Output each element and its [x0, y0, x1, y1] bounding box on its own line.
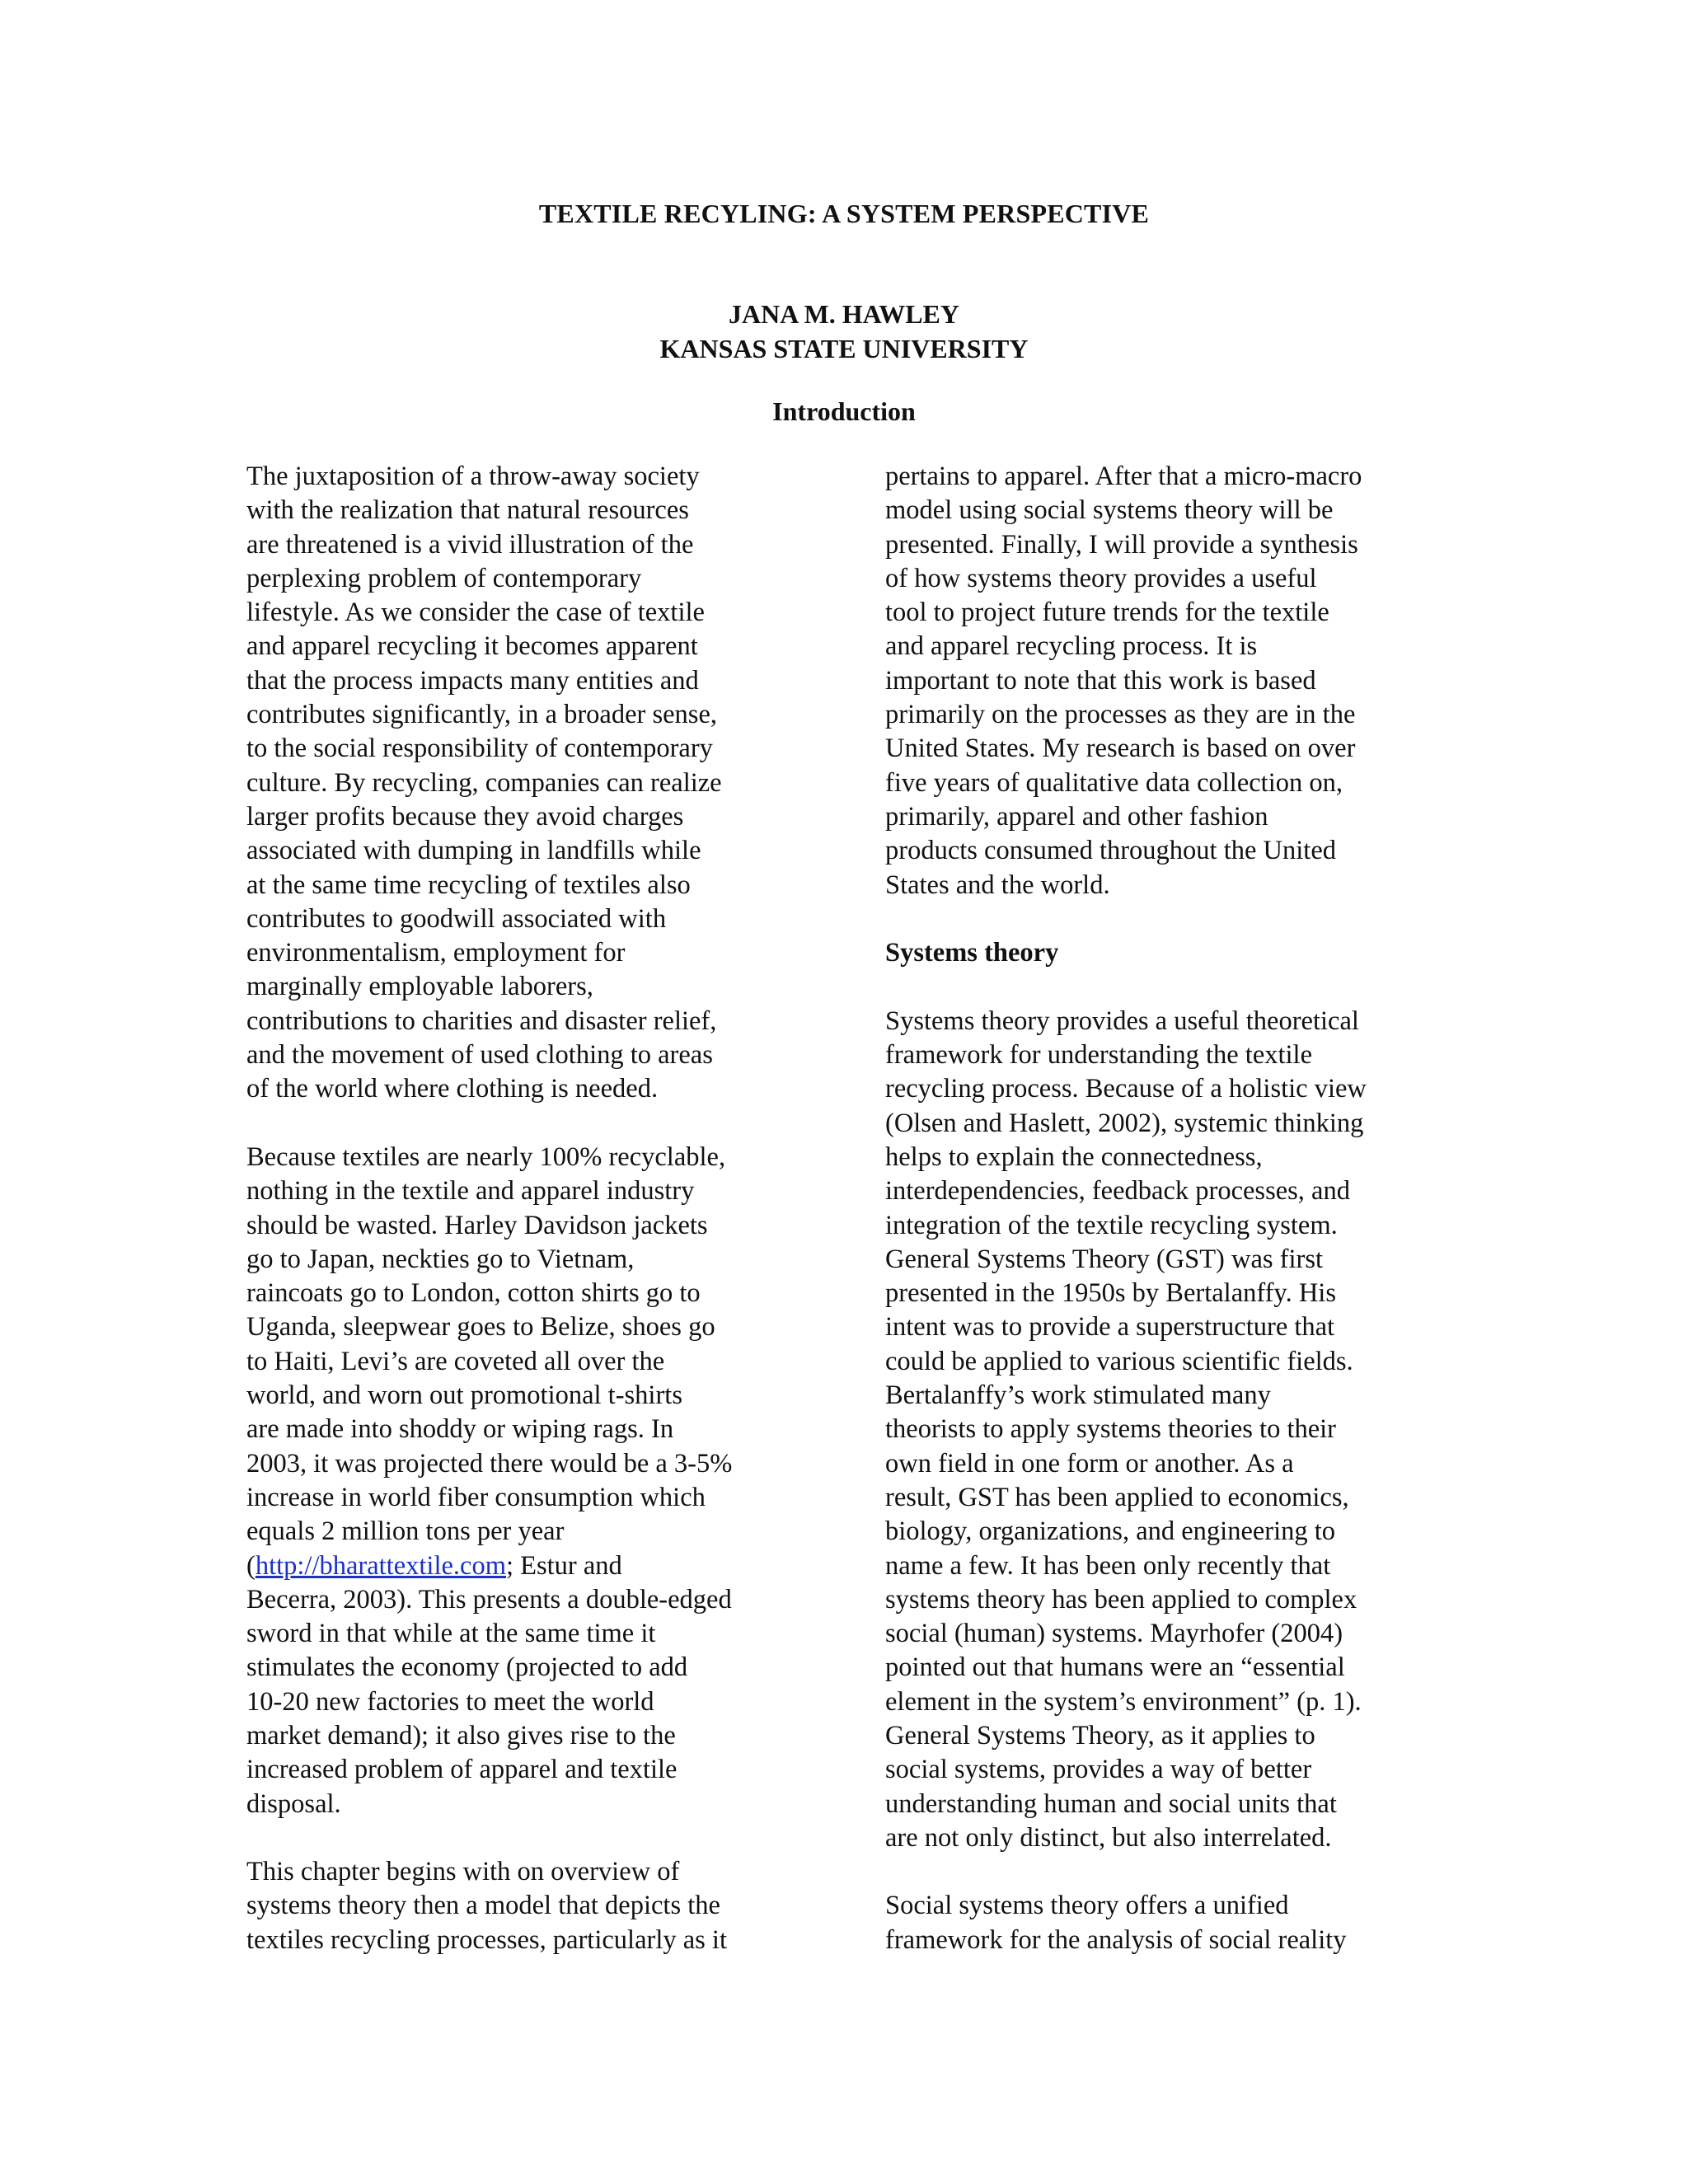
text-line: perplexing problem of contemporary	[246, 563, 642, 593]
text-line: culture. By recycling, companies can realize	[246, 767, 722, 798]
paragraph	[885, 460, 1462, 902]
text-line: with the realization that natural resources	[246, 495, 689, 526]
text-line: Social systems theory offers a unified	[885, 1891, 1289, 1921]
text-line: sword in that while at the same time it	[246, 1619, 656, 1649]
text-line: biology, organizations, and engineering to	[885, 1516, 1336, 1547]
text-line: contributes significantly, in a broader sense,	[246, 700, 717, 730]
text-line: primarily on the processes as they are in the	[885, 700, 1356, 730]
text-line: model using social systems theory will be	[885, 495, 1334, 526]
text-line: important to note that this work is based	[885, 665, 1316, 696]
paragraph	[246, 1141, 823, 1821]
text-line: of how systems theory provides a useful	[885, 563, 1317, 593]
text-line: recycling process. Because of a holistic view	[885, 1074, 1367, 1104]
text-line: The juxtaposition of a throw-away society	[246, 462, 700, 491]
text-line: larger profits because they avoid charges	[246, 801, 684, 832]
paragraph-gap	[885, 1855, 1462, 1889]
text-line: pointed out that humans were an “essential	[885, 1652, 1345, 1683]
text-line: increased problem of apparel and textile	[246, 1755, 678, 1785]
text-line: world, and worn out promotional t-shirts	[246, 1380, 682, 1411]
text-line: to Haiti, Levi’s are coveted all over the	[246, 1346, 665, 1376]
text-line: framework for understanding the textile	[885, 1040, 1313, 1071]
text-line: 10-20 new factories to meet the world	[246, 1686, 654, 1717]
text-line: United States. My research is based on over	[885, 733, 1356, 764]
text-line: States and the world.	[885, 869, 1110, 900]
paragraph-gap	[246, 1107, 823, 1141]
text-line: 2003, it was projected there would be a 3-5%	[246, 1448, 733, 1479]
text-line: at the same time recycling of textiles also	[246, 869, 691, 900]
author-affiliation: KANSAS STATE UNIVERSITY	[659, 334, 1029, 363]
text-line: tool to project future trends for the textile	[885, 598, 1329, 628]
subheading-systems-theory: Systems theory	[885, 938, 1059, 968]
paragraph-gap	[885, 970, 1462, 1004]
text-line: are made into shoddy or wiping rags. In	[246, 1414, 674, 1445]
author-block	[0, 297, 1688, 366]
citation-line	[246, 1549, 823, 1583]
text-line: equals 2 million tons per year	[246, 1516, 565, 1547]
text-line: stimulates the economy (projected to add	[246, 1652, 688, 1683]
paragraph	[246, 1855, 823, 1957]
text-line: understanding human and social units that	[885, 1788, 1337, 1819]
text-line: integration of the textile recycling system.	[885, 1210, 1338, 1240]
paragraph	[246, 460, 823, 1107]
author-name: JANA M. HAWLEY	[728, 299, 959, 329]
text-line: (Olsen and Haslett, 2002), systemic thinking	[885, 1108, 1364, 1138]
text-line: lifestyle. As we consider the case of textile	[246, 598, 705, 628]
text-line: Uganda, sleepwear goes to Belize, shoes go	[246, 1312, 715, 1343]
paragraph	[885, 1889, 1462, 1957]
text-line: are not only distinct, but also interrelated.	[885, 1822, 1332, 1853]
bharattextile-link[interactable]: http://bharattextile.com	[255, 1550, 506, 1581]
text-line: raincoats go to London, cotton shirts go to	[246, 1278, 701, 1309]
text-line: and the movement of used clothing to areas	[246, 1040, 713, 1071]
text-line: theorists to apply systems theories to their	[885, 1414, 1337, 1445]
text-line: Systems theory provides a useful theoretical	[885, 1005, 1359, 1036]
text-line: market demand); it also gives rise to the	[246, 1720, 676, 1750]
paragraph-gap	[885, 902, 1462, 936]
text-line: primarily, apparel and other fashion	[885, 801, 1268, 832]
text-line: five years of qualitative data collection on,	[885, 767, 1343, 798]
text-line: and apparel recycling process. It is	[885, 631, 1258, 662]
text-line: nothing in the textile and apparel industry	[246, 1176, 695, 1207]
text-line: and apparel recycling it becomes apparent	[246, 631, 698, 662]
text-line: that the process impacts many entities and	[246, 665, 699, 696]
text-line: go to Japan, neckties go to Vietnam,	[246, 1244, 635, 1274]
text-line: interdependencies, feedback processes, and	[885, 1176, 1350, 1207]
page-title: TEXTILE RECYLING: A SYSTEM PERSPECTIVE	[538, 199, 1150, 228]
text-line: are threatened is a vivid illustration of the	[246, 529, 694, 560]
text-line: contributes to goodwill associated with	[246, 903, 667, 934]
section-heading-introduction: Introduction	[772, 396, 916, 426]
text-line: own field in one form or another. As a	[885, 1448, 1294, 1479]
text-line: increase in world fiber consumption which	[246, 1482, 706, 1512]
text-line: helps to explain the connectedness,	[885, 1141, 1263, 1172]
left-column	[246, 460, 823, 1957]
text-line: should be wasted. Harley Davidson jackets	[246, 1210, 708, 1240]
paragraph-gap	[246, 1821, 823, 1855]
text-line: element in the system’s environment” (p. 1).	[885, 1686, 1362, 1717]
text-line: This chapter begins with on overview of	[246, 1857, 680, 1887]
text-line: social (human) systems. Mayrhofer (2004)	[885, 1619, 1343, 1649]
citation-suffix: ; Estur and	[505, 1550, 622, 1581]
text-line: presented. Finally, I will provide a synthesis	[885, 529, 1358, 560]
text-line: systems theory then a model that depicts the	[246, 1891, 720, 1921]
text-line: disposal.	[246, 1788, 341, 1819]
paragraph	[885, 1005, 1462, 1855]
text-line: name a few. It has been only recently that	[885, 1550, 1331, 1581]
text-line: Bertalanffy’s work stimulated many	[885, 1380, 1271, 1411]
text-line: textiles recycling processes, particularly as it	[246, 1924, 727, 1955]
text-line: associated with dumping in landfills while	[246, 836, 701, 866]
text-line: marginally employable laborers,	[246, 972, 593, 1002]
text-line: pertains to apparel. After that a micro-macro	[885, 462, 1362, 491]
text-line: to the social responsibility of contemporary	[246, 733, 713, 764]
text-line: social systems, provides a way of better	[885, 1755, 1312, 1785]
text-line: result, GST has been applied to economics,	[885, 1482, 1349, 1512]
text-line: could be applied to various scientific fields.	[885, 1346, 1353, 1376]
right-column	[885, 460, 1462, 1957]
text-line: intent was to provide a superstructure that	[885, 1312, 1335, 1343]
text-line: presented in the 1950s by Bertalanffy. His	[885, 1278, 1336, 1309]
text-line: environmentalism, employment for	[246, 938, 626, 968]
text-line: contributions to charities and disaster relief,	[246, 1005, 717, 1036]
text-line: General Systems Theory, as it applies to	[885, 1720, 1315, 1750]
text-line: Because textiles are nearly 100% recyclable,	[246, 1141, 726, 1172]
text-line: products consumed throughout the United	[885, 836, 1336, 866]
text-line: Becerra, 2003). This presents a double-edged	[246, 1584, 732, 1615]
citation-prefix: (	[246, 1550, 256, 1581]
text-line: General Systems Theory (GST) was first	[885, 1244, 1324, 1274]
text-line: framework for the analysis of social reality	[885, 1924, 1347, 1955]
text-line: systems theory has been applied to complex	[885, 1584, 1357, 1615]
text-line: of the world where clothing is needed.	[246, 1074, 659, 1104]
